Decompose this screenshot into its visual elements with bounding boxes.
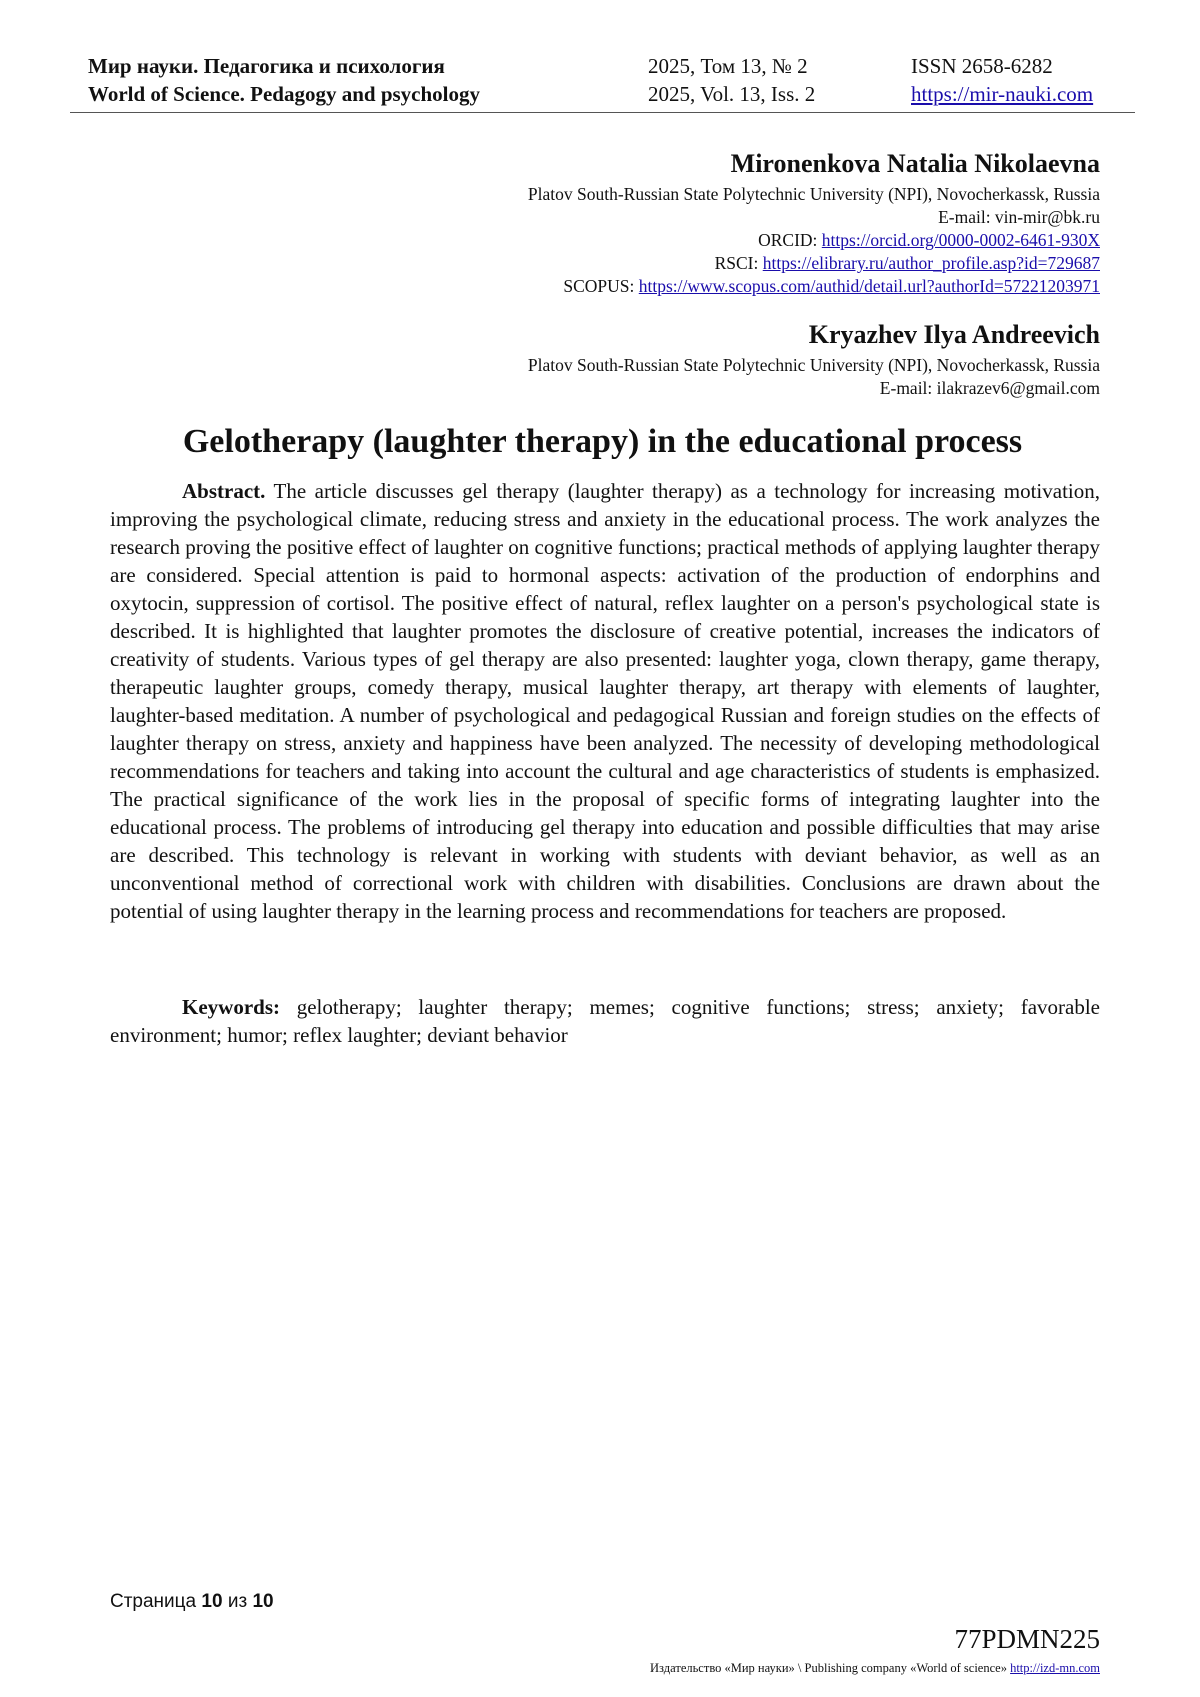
- page-number: [110, 1590, 274, 1614]
- keywords-label: Keywords:: [182, 995, 280, 1019]
- header-divider: [70, 112, 1135, 113]
- publisher-link[interactable]: http://izd-mn.com: [1010, 1661, 1100, 1675]
- keywords: [110, 993, 1100, 1049]
- author-rsci: [200, 252, 1100, 275]
- rsci-label: RSCI:: [714, 253, 763, 273]
- author-orcid: [200, 229, 1100, 252]
- abstract: [110, 477, 1100, 925]
- issue-ru: 2025, Том 13, № 2: [648, 54, 808, 78]
- orcid-label: ORCID:: [758, 230, 822, 250]
- scopus-label: SCOPUS:: [563, 276, 639, 296]
- author-email: E-mail: vin-mir@bk.ru: [938, 207, 1100, 227]
- publisher-text: Издательство «Мир науки» \ Publishing company «World of science»: [650, 1661, 1011, 1675]
- issn: ISSN 2658-6282: [911, 54, 1053, 78]
- page-prefix: Страница: [110, 1591, 202, 1612]
- journal-url-link[interactable]: https://mir-nauki.com: [911, 82, 1094, 106]
- author-name: Mironenkova Natalia Nikolaevna: [730, 149, 1100, 178]
- author-affiliation: Platov South-Russian State Polytechnic University (NPI), Novocherkassk, Russia: [527, 184, 1100, 204]
- publisher-line: [650, 1660, 1100, 1676]
- article-title: Gelotherapy (laughter therapy) in the educational process: [182, 423, 1023, 460]
- author-email: E-mail: ilakrazev6@gmail.com: [879, 378, 1100, 398]
- issue-en: 2025, Vol. 13, Iss. 2: [648, 82, 816, 106]
- author-name: Kryazhev Ilya Andreevich: [808, 320, 1100, 349]
- orcid-link[interactable]: https://orcid.org/0000-0002-6461-930X: [821, 230, 1100, 250]
- article-code: 77PDMN225: [954, 1624, 1100, 1654]
- page-separator: из: [222, 1591, 253, 1612]
- page-current: 10: [201, 1591, 223, 1612]
- author-2: [200, 318, 1100, 400]
- running-header: [88, 52, 1124, 112]
- abstract-text: The article discusses gel therapy (laughter therapy) as a technology for increasing motivation, improving the psychological climate, reducing stress and anxiety in the educational process. The work analyzes the research proving the positive effect of laughter on cognitive functions; practical methods of applying laughter therapy are considered. Special attention is paid to hormonal aspects: activation of the production of endorphins and oxytocin, suppression of cortisol. The positive effect of natural, reflex laughter on a person's psychological state is described. It is highlighted that laughter promotes the disclosure of creative potential, increases the indicators of creativity of students. Various types of gel therapy are also presented: laughter yoga, clown therapy, game therapy, therapeutic laughter groups, comedy therapy, musical laughter therapy, art therapy with elements of laughter, laughter-based meditation. A number of psychological and pedagogical Russian and foreign studies on the effects of laughter therapy on stress, anxiety and happiness have been analyzed. The necessity of developing methodological recommendations for teachers and taking into account the cultural and age characteristics of students is emphasized. The practical significance of the work lies in the proposal of specific forms of integrating laughter into the educational process. The problems of introducing gel therapy into education and possible difficulties that may arise are described. This technology is relevant in working with students with deviant behavior, as well as an unconventional method of correctional work with children with disabilities. Conclusions are drawn about the potential of using laughter therapy in the learning process and recommendations for teachers are proposed.: [110, 479, 1100, 923]
- abstract-label: Abstract.: [182, 479, 266, 503]
- author-scopus: [200, 275, 1100, 298]
- rsci-link[interactable]: https://elibrary.ru/author_profile.asp?id=729687: [762, 253, 1100, 273]
- author-affiliation: Platov South-Russian State Polytechnic University (NPI), Novocherkassk, Russia: [527, 355, 1100, 375]
- journal-title-ru: Мир науки. Педагогика и психология: [88, 54, 445, 78]
- journal-title-en: World of Science. Pedagogy and psychology: [88, 82, 481, 106]
- scopus-link[interactable]: https://www.scopus.com/authid/detail.url?authorId=57221203971: [638, 276, 1100, 296]
- keywords-text: gelotherapy; laughter therapy; memes; cognitive functions; stress; anxiety; favorable environment; humor; reflex laughter; deviant behavior: [110, 995, 1100, 1047]
- issn-block: [911, 52, 1093, 108]
- page-total: 10: [252, 1591, 274, 1612]
- journal-title-block: [88, 52, 480, 108]
- author-1: [200, 147, 1100, 298]
- issue-block: [648, 52, 815, 108]
